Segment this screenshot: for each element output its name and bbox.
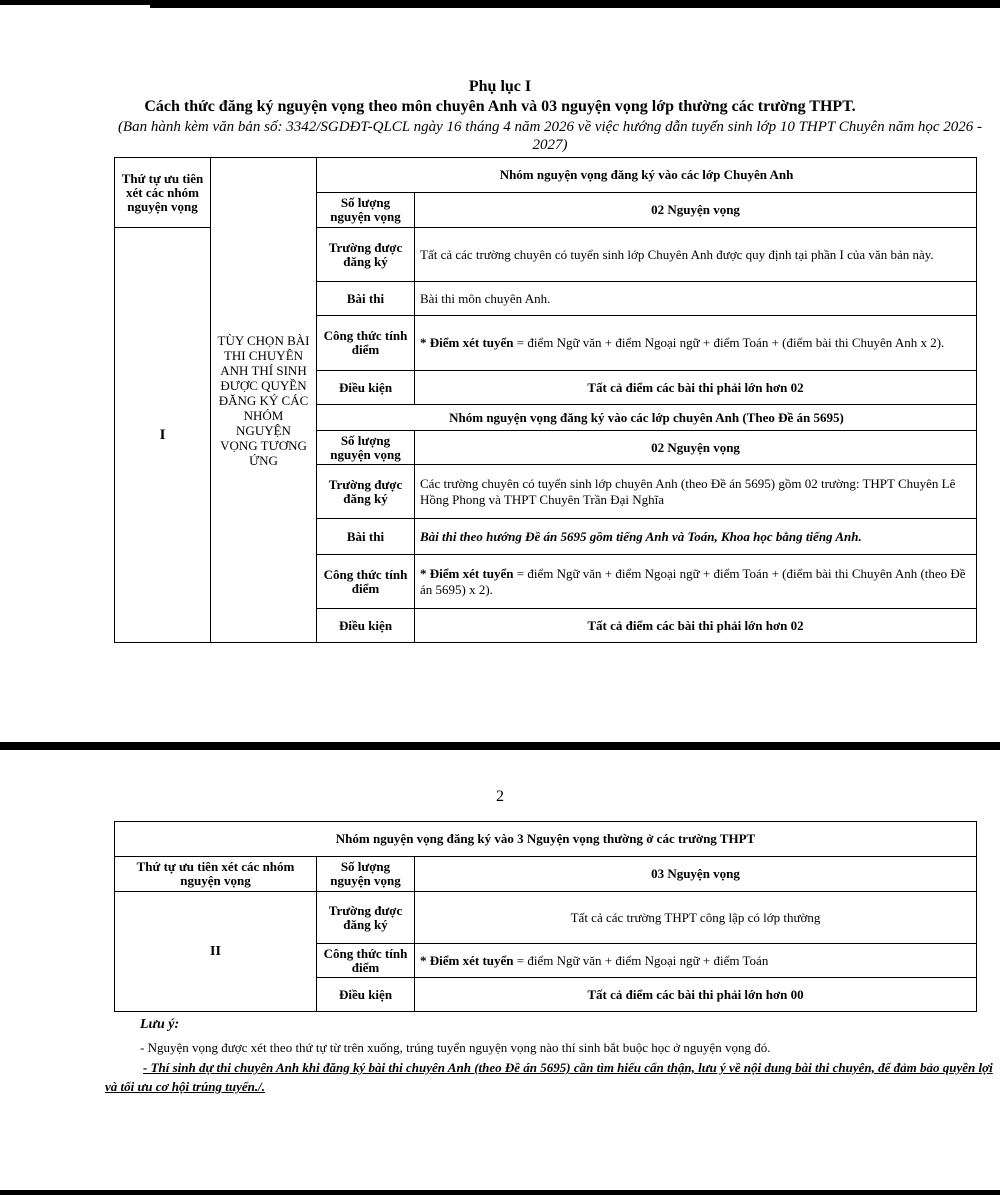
group-b-school-value: Các trường chuyên có tuyển sinh lớp chuyên Anh (theo Đề án 5695) gồm 02 trường: THPT Chuyên Lê Hồng Phong và THPT Chuyên Trần Đại Nghĩa bbox=[415, 465, 977, 519]
group-b-count-value: 02 Nguyện vọng bbox=[415, 431, 977, 465]
group-c-school-label: Trường được đăng ký bbox=[317, 892, 415, 944]
group-a-condition-value: Tất cả điểm các bài thi phải lớn hơn 02 bbox=[415, 371, 977, 405]
group-a-condition-label: Điều kiện bbox=[317, 371, 415, 405]
group-b-formula bbox=[415, 555, 977, 609]
priority-column-header: Thứ tự ưu tiên xét các nhóm nguyện vọng bbox=[115, 857, 317, 892]
group-c-condition-value: Tất cả điểm các bài thi phải lớn hơn 00 bbox=[415, 978, 977, 1012]
registration-table-2 bbox=[114, 821, 977, 1012]
priority-column-header: Thứ tự ưu tiên xét các nhóm nguyện vọng bbox=[115, 158, 211, 228]
group-b-count-label: Số lượng nguyện vọng bbox=[317, 431, 415, 465]
group-roman-ii: II bbox=[115, 892, 317, 1012]
group-a-exam-value: Bài thi môn chuyên Anh. bbox=[415, 282, 977, 316]
notes-title: Lưu ý: bbox=[140, 1017, 180, 1032]
formula-text: = điểm Ngữ văn + điểm Ngoại ngữ + điểm Toán + (điểm bài thi Chuyên Anh x 2). bbox=[513, 335, 945, 350]
group-b-exam-value: Bài thi theo hướng Đề án 5695 gồm tiếng Anh và Toán, Khoa học bằng tiếng Anh. bbox=[415, 519, 977, 555]
group-roman-i: I bbox=[115, 228, 211, 643]
top-border-inner bbox=[150, 5, 1000, 8]
group-a-exam-label: Bài thi bbox=[317, 282, 415, 316]
group-a-formula-label: Công thức tính điểm bbox=[317, 316, 415, 371]
group-c-condition-label: Điều kiện bbox=[317, 978, 415, 1012]
group-b-formula-label: Công thức tính điểm bbox=[317, 555, 415, 609]
document-title: Cách thức đăng ký nguyện vọng theo môn chuyên Anh và 03 nguyện vọng lớp thường các trường THPT. bbox=[144, 98, 856, 115]
bottom-border bbox=[0, 1190, 1000, 1195]
document-subtitle: (Ban hành kèm văn bản số: 3342/SGDĐT-QLCL ngày 16 tháng 4 năm 2026 về việc hướng dẫn tuyển sinh lớp 10 THPT Chuyên năm học 2026 - 2027) bbox=[117, 119, 983, 153]
group-c-school-value: Tất cả các trường THPT công lập có lớp thường bbox=[415, 892, 977, 944]
group-c-title: Nhóm nguyện vọng đăng ký vào 3 Nguyện vọng thường ở các trường THPT bbox=[115, 822, 977, 857]
group-a-school-value: Tất cả các trường chuyên có tuyển sinh lớp Chuyên Anh được quy định tại phần I của văn bản này. bbox=[415, 228, 977, 282]
group-a-school-label: Trường được đăng ký bbox=[317, 228, 415, 282]
option-label: TÙY CHỌN BÀI THI CHUYÊN ANH THÍ SINH ĐƯỢC QUYỀN ĐĂNG KÝ CÁC NHÓM NGUYỆN VỌNG TƯƠNG ỨNG bbox=[211, 158, 317, 643]
formula-bold: * Điểm xét tuyển bbox=[420, 565, 514, 581]
group-a-formula bbox=[415, 316, 977, 371]
page-number: 2 bbox=[496, 788, 504, 805]
page-separator bbox=[0, 742, 1000, 750]
registration-table-1 bbox=[114, 157, 977, 643]
group-b-school-label: Trường được đăng ký bbox=[317, 465, 415, 519]
group-b-condition-label: Điều kiện bbox=[317, 609, 415, 643]
formula-bold: * Điểm xét tuyển bbox=[420, 335, 514, 350]
formula-text: = điểm Ngữ văn + điểm Ngoại ngữ + điểm Toán + (điểm bài thi Chuyên Anh (theo Đề án 5695) x 2). bbox=[420, 565, 966, 597]
formula-bold: * Điểm xét tuyển bbox=[420, 952, 514, 968]
group-c-count-label: Số lượng nguyện vọng bbox=[317, 857, 415, 892]
group-c-count-value: 03 Nguyện vọng bbox=[415, 857, 977, 892]
group-a-title: Nhóm nguyện vọng đăng ký vào các lớp Chuyên Anh bbox=[317, 158, 977, 193]
group-b-exam-label: Bài thi bbox=[317, 519, 415, 555]
formula-text: = điểm Ngữ văn + điểm Ngoại ngữ + điểm Toán bbox=[513, 952, 769, 968]
annex-label: Phụ lục I bbox=[468, 78, 532, 95]
group-b-condition-value: Tất cả điểm các bài thi phải lớn hơn 02 bbox=[415, 609, 977, 643]
group-b-title: Nhóm nguyện vọng đăng ký vào các lớp chuyên Anh (Theo Đề án 5695) bbox=[317, 405, 977, 431]
note-item-2: - Thí sinh dự thi chuyên Anh khi đăng ký bài thi chuyên Anh (theo Đề án 5695) cần tìm hiểu cẩn thận, lưu ý về nội dung bài thi chuyên, để đảm bảo quyền lợi và tối ưu cơ hội trúng tuyển./. bbox=[105, 1060, 993, 1094]
note-item-1: - Nguyện vọng được xét theo thứ tự từ trên xuống, trúng tuyển nguyện vọng nào thí sinh bắt buộc học ở nguyện vọng đó. bbox=[140, 1040, 771, 1055]
group-a-count-label: Số lượng nguyện vọng bbox=[317, 193, 415, 228]
group-a-count-value: 02 Nguyện vọng bbox=[415, 193, 977, 228]
group-c-formula-label: Công thức tính điểm bbox=[317, 944, 415, 978]
group-c-formula bbox=[415, 944, 977, 978]
